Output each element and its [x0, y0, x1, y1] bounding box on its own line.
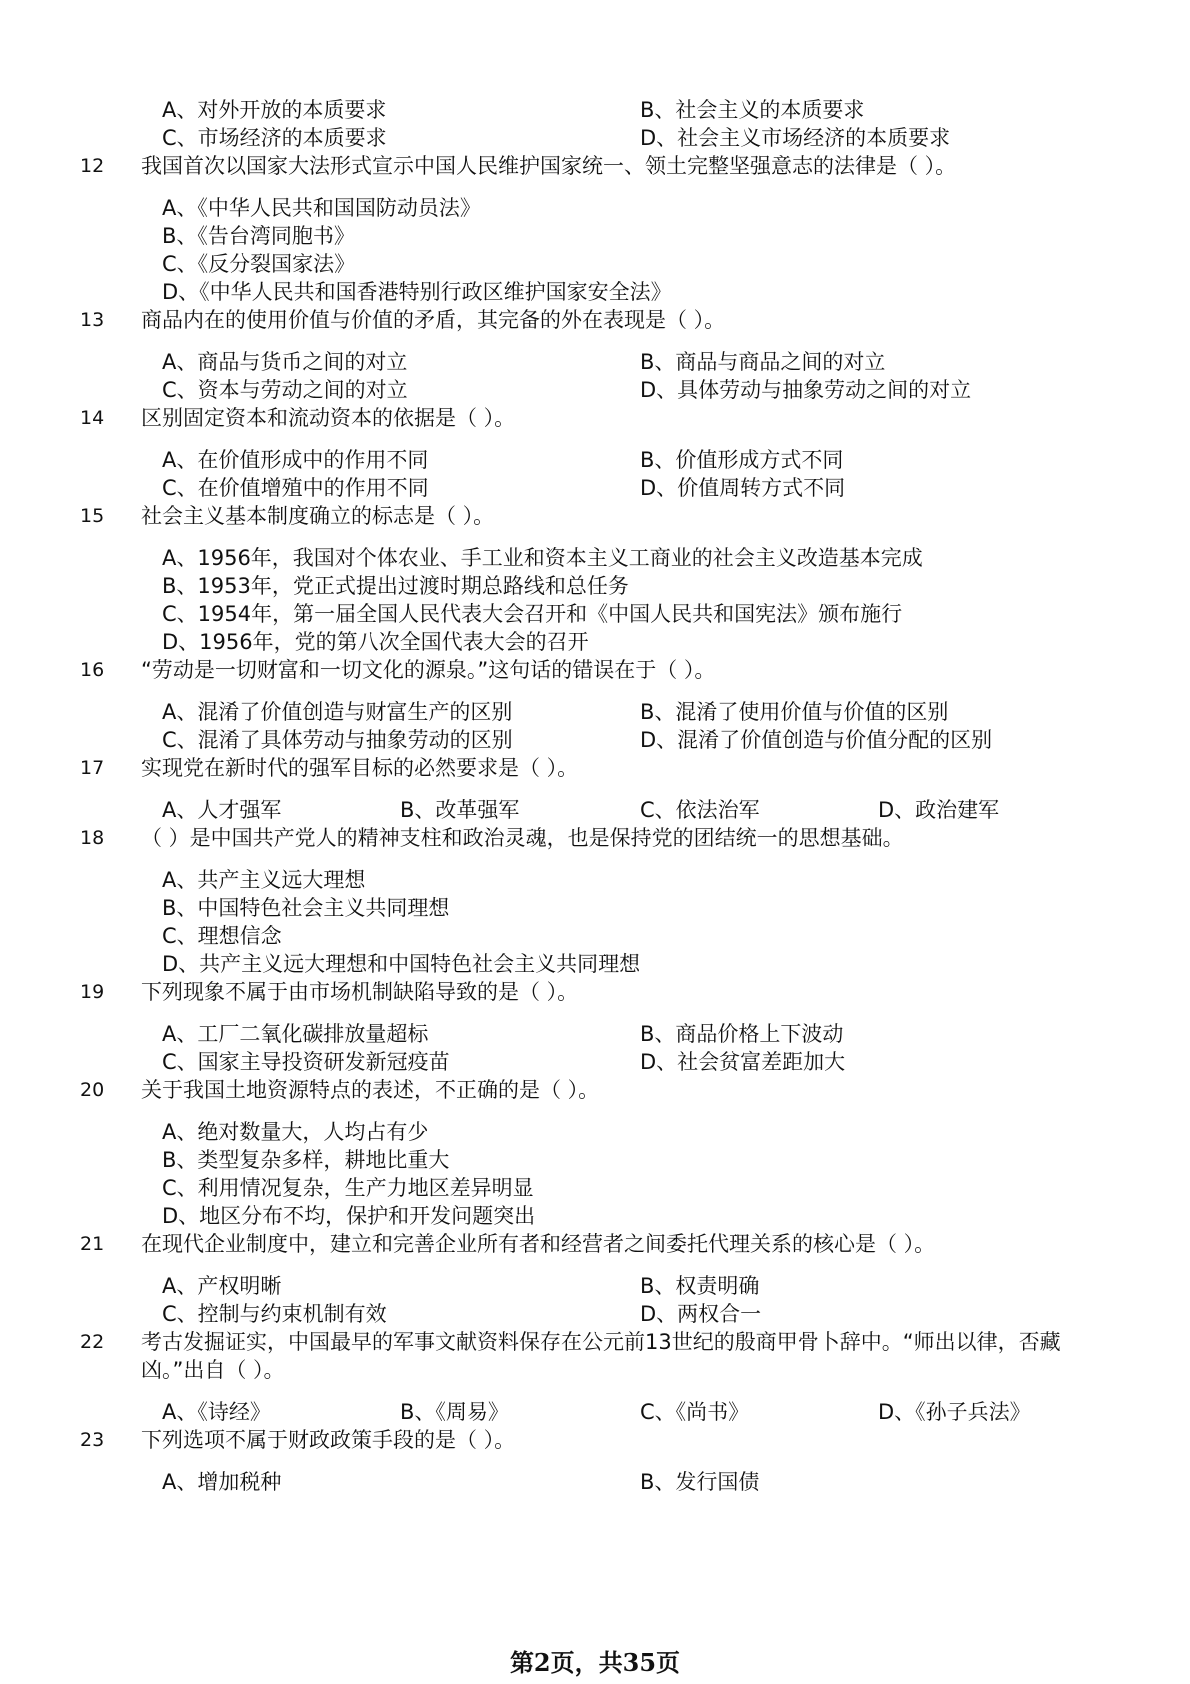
option: A、《中华人民共和国国防动员法》 — [162, 196, 481, 220]
option: D、《中华人民共和国香港特别行政区维护国家安全法》 — [162, 280, 672, 304]
option: B、《告台湾同胞书》 — [162, 224, 355, 248]
option: B、权责明确 — [640, 1274, 760, 1298]
option: D、社会主义市场经济的本质要求 — [640, 126, 951, 150]
option: C、国家主导投资研发新冠疫苗 — [162, 1050, 450, 1074]
option: D、混淆了价值创造与价值分配的区别 — [640, 728, 993, 752]
question-stem-continued: 凶。”出自（ ）。 — [141, 1358, 285, 1382]
option: B、商品与商品之间的对立 — [640, 350, 886, 374]
option: C、市场经济的本质要求 — [162, 126, 387, 150]
question-stem: 我国首次以国家大法形式宣示中国人民维护国家统一、领土完整坚强意志的法律是（ ）。 — [141, 154, 957, 178]
question-number: 16 — [80, 659, 105, 681]
option: A、《诗经》 — [162, 1400, 271, 1424]
option: A、在价值形成中的作用不同 — [162, 448, 429, 472]
option: C、依法治军 — [640, 798, 760, 822]
option: D、价值周转方式不同 — [640, 476, 846, 500]
option: D、政治建军 — [878, 798, 1000, 822]
option: B、类型复杂多样，耕地比重大 — [162, 1148, 450, 1172]
option: B、1953年，党正式提出过渡时期总路线和总任务 — [162, 574, 629, 598]
option: A、混淆了价值创造与财富生产的区别 — [162, 700, 513, 724]
question-stem: 在现代企业制度中，建立和完善企业所有者和经营者之间委托代理关系的核心是（ ）。 — [141, 1232, 936, 1256]
option: C、混淆了具体劳动与抽象劳动的区别 — [162, 728, 513, 752]
page-number-footer: 第2页，共35页 — [509, 1648, 681, 1677]
option: A、商品与货币之间的对立 — [162, 350, 408, 374]
option: B、改革强军 — [400, 798, 520, 822]
question-number: 15 — [80, 505, 105, 527]
option: D、地区分布不均，保护和开发问题突出 — [162, 1204, 536, 1228]
option: A、绝对数量大，人均占有少 — [162, 1120, 429, 1144]
question-stem: （ ）是中国共产党人的精神支柱和政治灵魂，也是保持党的团结统一的思想基础。 — [141, 826, 904, 850]
option: C、1954年，第一届全国人民代表大会召开和《中国人民共和国宪法》颁布施行 — [162, 602, 903, 626]
question-stem: 考古发掘证实，中国最早的军事文献资料保存在公元前13世纪的殷商甲骨卜辞中。“师出以律，否藏 — [141, 1330, 1061, 1354]
question-number: 18 — [80, 827, 105, 849]
option: A、1956年，我国对个体农业、手工业和资本主义工商业的社会主义改造基本完成 — [162, 546, 923, 570]
question-number: 17 — [80, 757, 105, 779]
question-number: 23 — [80, 1429, 105, 1451]
question-stem: 社会主义基本制度确立的标志是（ ）。 — [141, 504, 495, 528]
option: C、利用情况复杂，生产力地区差异明显 — [162, 1176, 534, 1200]
option: D、《孙子兵法》 — [878, 1400, 1031, 1424]
option: A、工厂二氧化碳排放量超标 — [162, 1022, 429, 1046]
option: B、社会主义的本质要求 — [640, 98, 865, 122]
question-stem: 下列现象不属于由市场机制缺陷导致的是（ ）。 — [141, 980, 579, 1004]
option: B、商品价格上下波动 — [640, 1022, 844, 1046]
option: C、《反分裂国家法》 — [162, 252, 356, 276]
question-number: 22 — [80, 1331, 105, 1353]
option: D、具体劳动与抽象劳动之间的对立 — [640, 378, 972, 402]
option: C、理想信念 — [162, 924, 282, 948]
question-number: 13 — [80, 309, 105, 331]
question-stem: “劳动是一切财富和一切文化的源泉。”这句话的错误在于（ ）。 — [141, 658, 716, 682]
option: A、增加税种 — [162, 1470, 282, 1494]
question-stem: 下列选项不属于财政政策手段的是（ ）。 — [141, 1428, 516, 1452]
question-stem: 实现党在新时代的强军目标的必然要求是（ ）。 — [141, 756, 579, 780]
option: A、共产主义远大理想 — [162, 868, 366, 892]
question-number: 19 — [80, 981, 105, 1003]
option: D、两权合一 — [640, 1302, 762, 1326]
question-number: 20 — [80, 1079, 105, 1101]
option: A、人才强军 — [162, 798, 282, 822]
question-number: 12 — [80, 155, 105, 177]
option: C、控制与约束机制有效 — [162, 1302, 387, 1326]
option: C、资本与劳动之间的对立 — [162, 378, 408, 402]
option: B、中国特色社会主义共同理想 — [162, 896, 450, 920]
option: D、社会贫富差距加大 — [640, 1050, 846, 1074]
question-stem: 区别固定资本和流动资本的依据是（ ）。 — [141, 406, 516, 430]
option: C、《尚书》 — [640, 1400, 750, 1424]
question-number: 14 — [80, 407, 105, 429]
question-stem: 商品内在的使用价值与价值的矛盾，其完备的外在表现是（ ）。 — [141, 308, 726, 332]
option: D、1956年，党的第八次全国代表大会的召开 — [162, 630, 589, 654]
option: D、共产主义远大理想和中国特色社会主义共同理想 — [162, 952, 641, 976]
question-number: 21 — [80, 1233, 105, 1255]
option: A、对外开放的本质要求 — [162, 98, 387, 122]
option: B、混淆了使用价值与价值的区别 — [640, 700, 949, 724]
option: B、发行国债 — [640, 1470, 760, 1494]
question-stem: 关于我国土地资源特点的表述，不正确的是（ ）。 — [141, 1078, 600, 1102]
option: A、产权明晰 — [162, 1274, 282, 1298]
option: B、价值形成方式不同 — [640, 448, 844, 472]
option: B、《周易》 — [400, 1400, 509, 1424]
option: C、在价值增殖中的作用不同 — [162, 476, 429, 500]
